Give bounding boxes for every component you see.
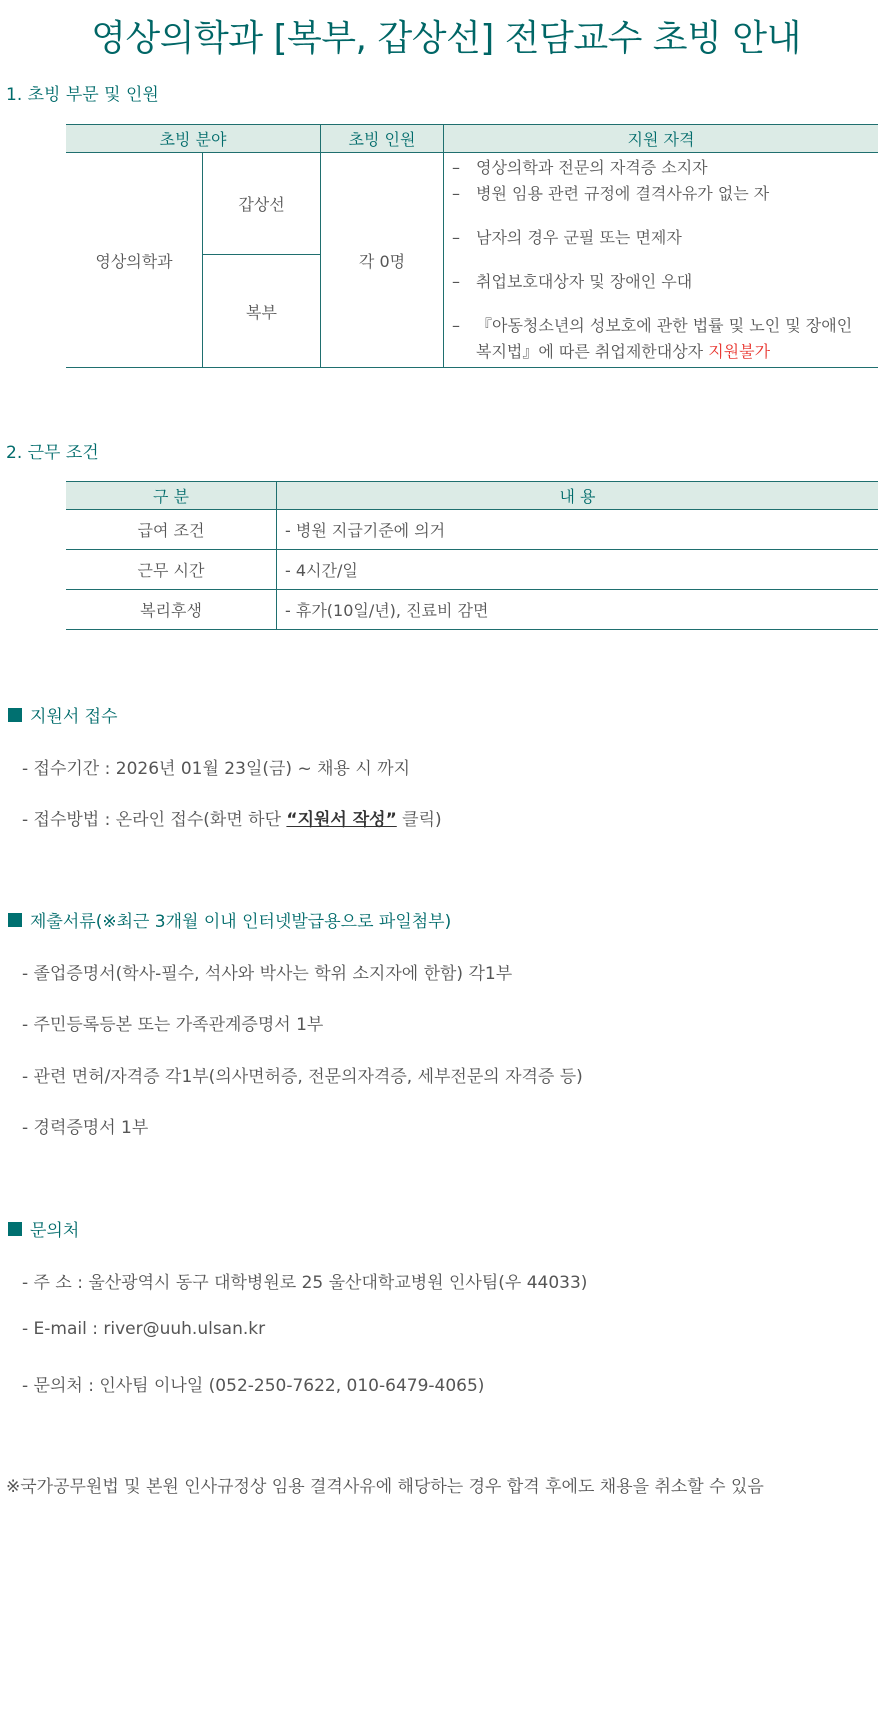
dash-marker: –	[452, 272, 460, 291]
qualification-item: – 병원 임용 관련 규정에 결격사유가 없는 자	[452, 181, 870, 207]
count-cell: 각 0명	[321, 153, 444, 368]
qualification-item: – 취업보호대상자 및 장애인 우대	[452, 269, 870, 295]
header-category: 구 분	[66, 482, 277, 510]
department-cell: 영상의학과	[66, 153, 203, 368]
list-item: - 경력증명서 1부	[22, 1118, 149, 1138]
section-conditions-heading: 2. 근무 조건	[6, 443, 99, 463]
table-row	[66, 510, 878, 550]
application-form-link[interactable]: “지원서 작성”	[286, 810, 397, 830]
section-recruitment-heading: 1. 초빙 부문 및 인원	[6, 85, 159, 105]
dash-marker: –	[452, 158, 460, 177]
conditions-table	[66, 481, 878, 630]
dash-marker: –	[452, 316, 460, 335]
table-row	[66, 153, 878, 255]
contact-heading: 문의처	[8, 1216, 79, 1241]
contact-address: - 주 소 : 울산광역시 동구 대학병원로 25 울산대학교병원 인사팀(우 44033)	[22, 1273, 588, 1293]
dash-marker: –	[452, 228, 460, 247]
header-qualification: 지원 자격	[444, 125, 879, 153]
square-bullet-icon	[8, 913, 22, 927]
content-cell: - 휴가(10일/년), 진료비 감면	[277, 590, 879, 630]
header-count: 초빙 인원	[321, 125, 444, 153]
subfield-abdomen: 복부	[203, 255, 321, 368]
category-cell: 근무 시간	[66, 550, 277, 590]
page-title: 영상의학과 [복부, 갑상선] 전담교수 초빙 안내	[91, 18, 801, 59]
content-cell: - 4시간/일	[277, 550, 879, 590]
application-heading: 지원서 접수	[8, 702, 118, 727]
subfield-thyroid: 갑상선	[203, 153, 321, 255]
conditions-table-header	[66, 482, 878, 510]
square-bullet-icon	[8, 1222, 22, 1236]
restriction-text: 『아동청소년의 성보호에 관한 법률 및 노인 및 장애인 복지법』에 따른 취업제한대상자	[476, 316, 853, 361]
square-bullet-icon	[8, 708, 22, 722]
header-field: 초빙 분야	[66, 125, 321, 153]
recruitment-table	[66, 124, 878, 368]
table-row	[66, 590, 878, 630]
documents-heading: 제출서류(※최근 3개월 이내 인터넷발급용으로 파일첨부)	[8, 907, 451, 932]
qualification-cell	[444, 153, 879, 368]
qualification-item: – 남자의 경우 군필 또는 면제자	[452, 225, 870, 251]
list-item: - 주민등록등본 또는 가족관계증명서 1부	[22, 1015, 324, 1035]
contact-phone: - 문의처 : 인사팀 이나일 (052-250-7622, 010-6479-4065)	[22, 1376, 485, 1396]
header-content: 내 용	[277, 482, 879, 510]
dash-marker: –	[452, 184, 460, 203]
application-method: - 접수방법 : 온라인 접수(화면 하단 “지원서 작성” 클릭)	[22, 810, 442, 830]
list-item: - 졸업증명서(학사-필수, 석사와 박사는 학위 소지자에 한함) 각1부	[22, 964, 513, 984]
not-eligible-label: 지원불가	[708, 342, 771, 361]
recruitment-table-header	[66, 125, 878, 153]
disclaimer-note: ※국가공무원법 및 본원 인사규정상 임용 결격사유에 해당하는 경우 합격 후에도 채용을 취소할 수 있음	[6, 1477, 764, 1497]
qualification-item: – 영상의학과 전문의 자격증 소지자	[452, 155, 870, 181]
table-row	[66, 550, 878, 590]
content-cell: - 병원 지급기준에 의거	[277, 510, 879, 550]
qualification-item	[452, 313, 870, 365]
application-period: - 접수기간 : 2026년 01월 23일(금) ~ 채용 시 까지	[22, 759, 411, 779]
contact-email: - E-mail : river@uuh.ulsan.kr	[22, 1319, 266, 1339]
list-item: - 관련 면허/자격증 각1부(의사면허증, 전문의자격증, 세부전문의 자격증 등)	[22, 1067, 583, 1087]
category-cell: 급여 조건	[66, 510, 277, 550]
category-cell: 복리후생	[66, 590, 277, 630]
